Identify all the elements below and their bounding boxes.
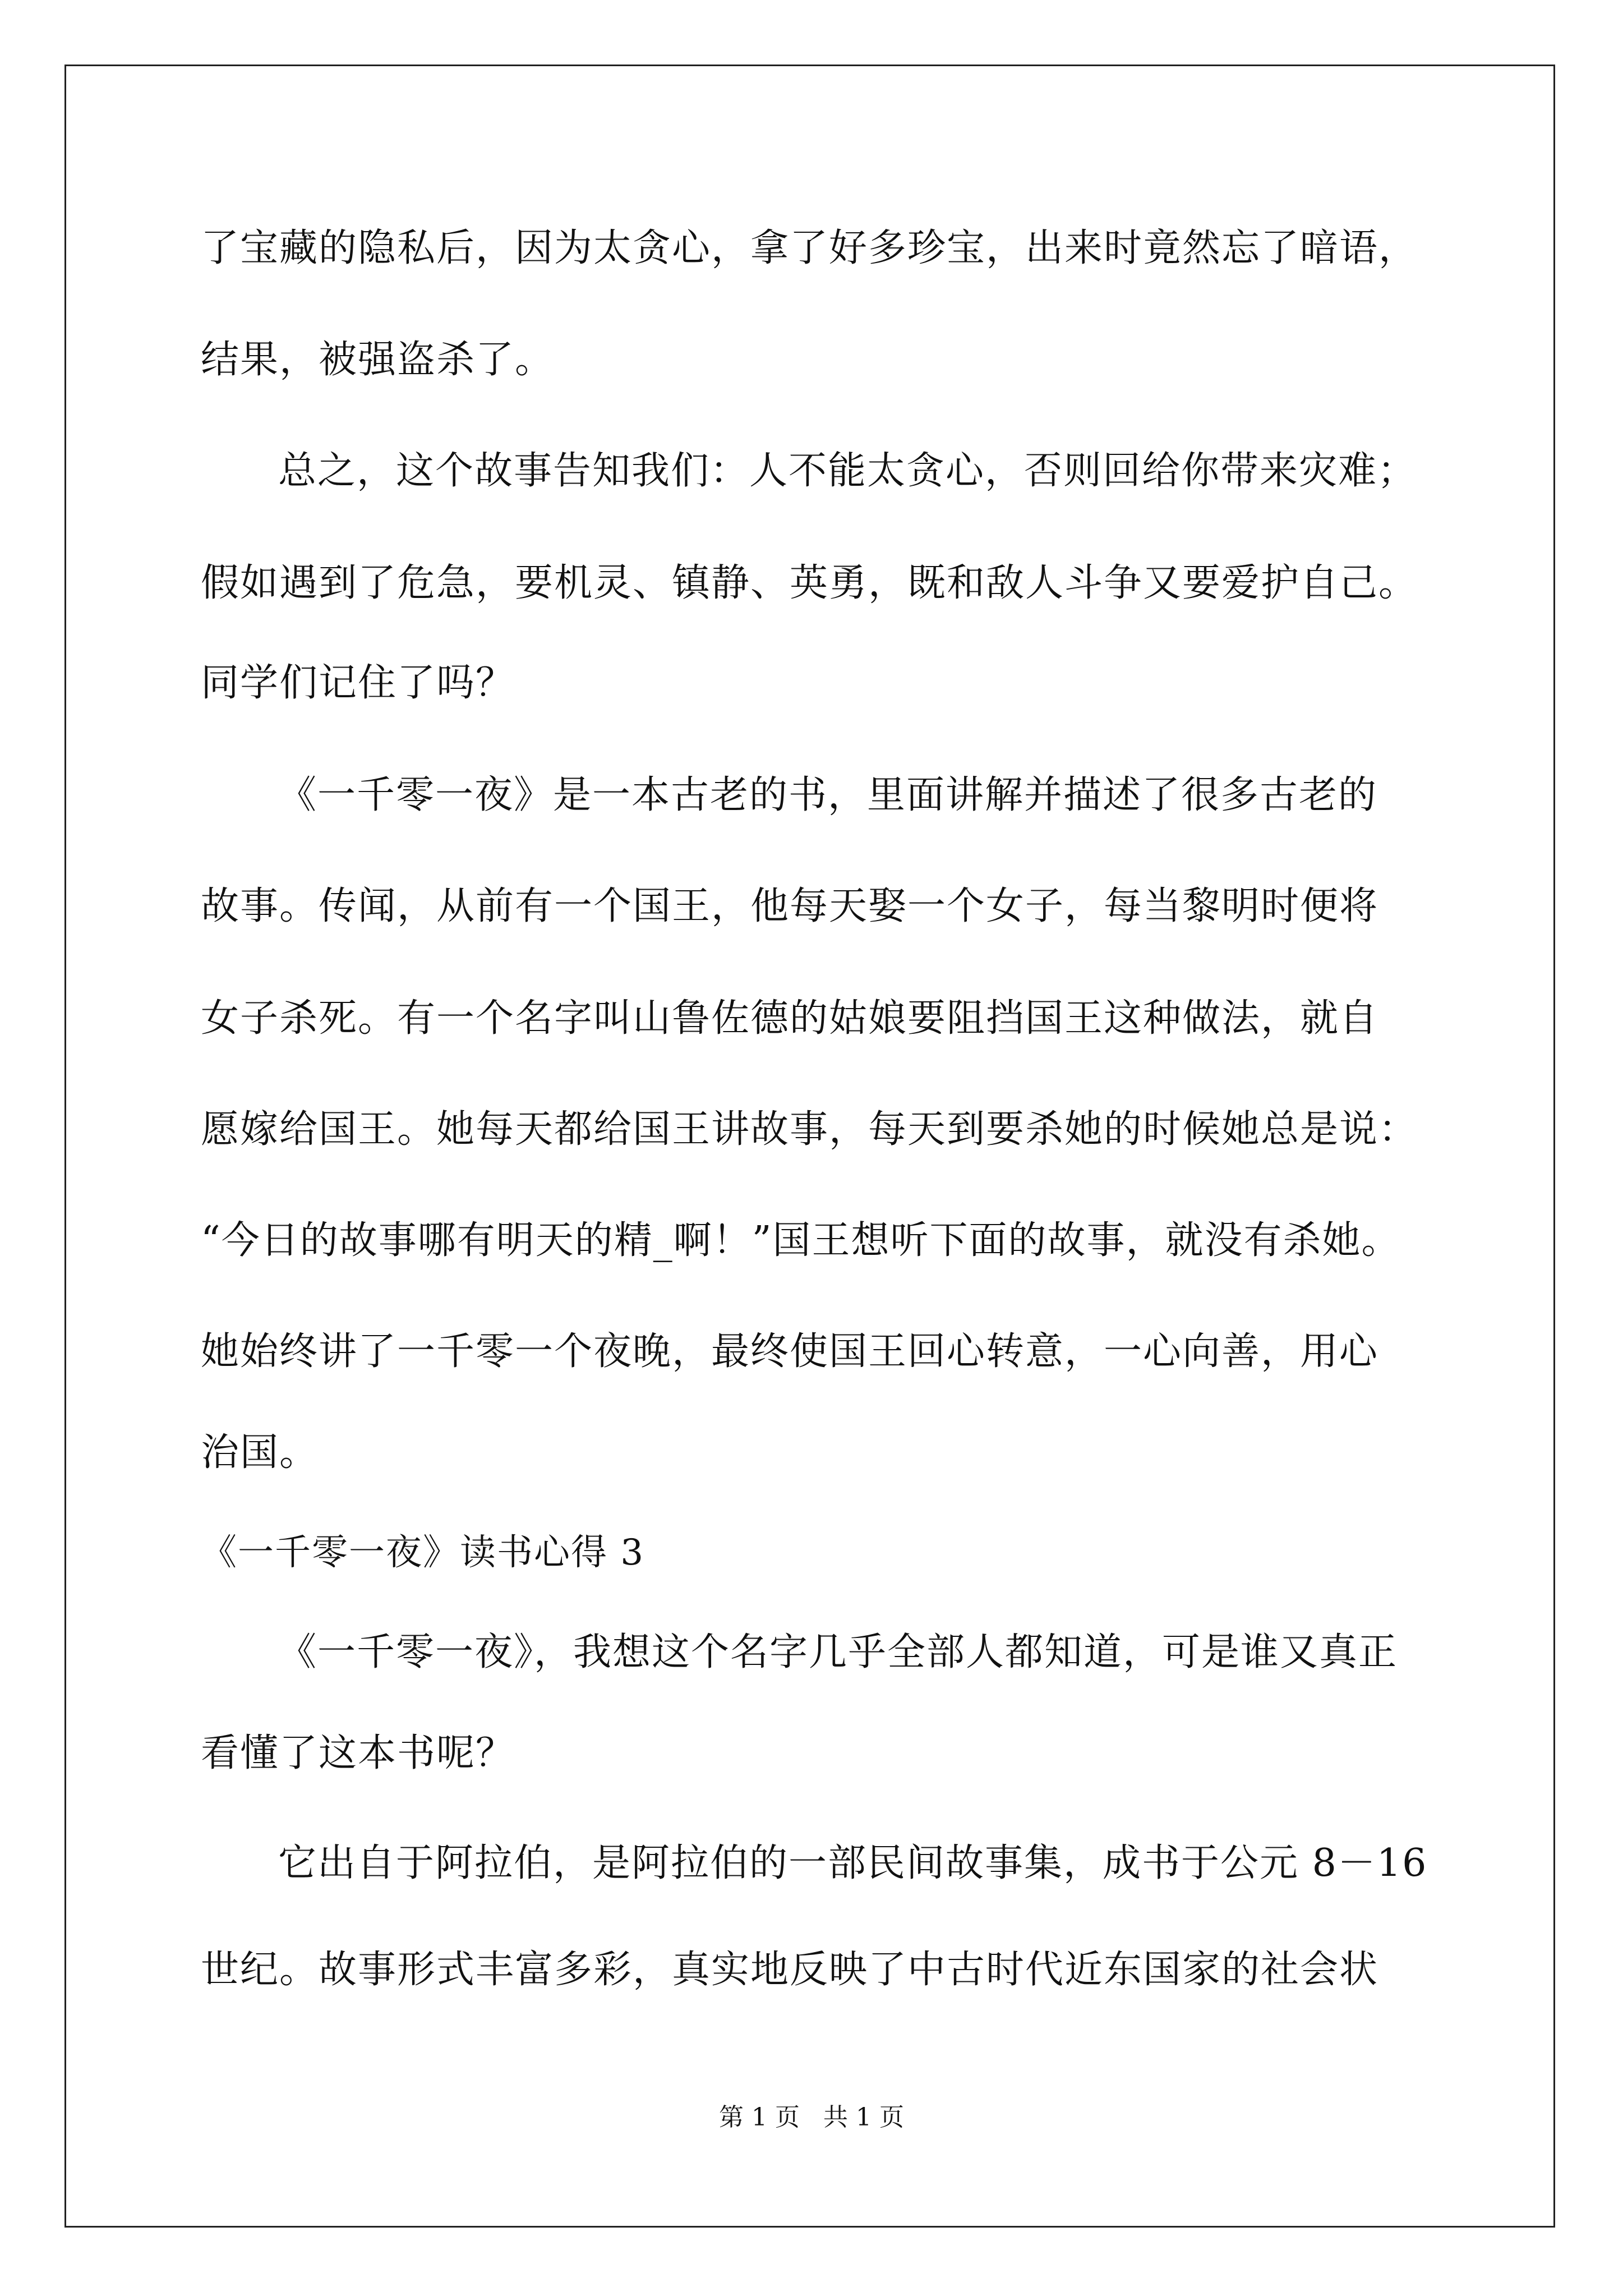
paragraph-first-line: 《一千零一夜》是一本古老的书，里面讲解并描述了很多古老的 — [278, 773, 1378, 817]
body-line: 看懂了这本书呢？ — [201, 1731, 515, 1775]
body-line: 假如遇到了危急，要机灵、镇静、英勇，既和敌人斗争又要爱护自己。 — [201, 561, 1418, 605]
body-line: 结果，被强盗杀了。 — [201, 338, 555, 382]
body-line: 愿嫁给国王。她每天都给国王讲故事，每天到要杀她的时候她总是说： — [201, 1107, 1418, 1152]
section-heading: 《一千零一夜》读书心得 3 — [201, 1532, 645, 1573]
paragraph-first-line: 《一千零一夜》，我想这个名字几乎全部人都知道，可是谁又真正 — [278, 1630, 1398, 1674]
body-line: 她始终讲了一千零一个夜晚，最终使国王回心转意，一心向善，用心 — [201, 1329, 1379, 1374]
body-line: 了宝藏的隐私后，因为太贪心，拿了好多珍宝，出来时竟然忘了暗语， — [201, 226, 1418, 270]
page-number-footer: 第 1 页 共 1 页 — [719, 2103, 904, 2132]
body-line: 女子杀死。有一个名字叫山鲁佐德的姑娘要阻挡国王这种做法，就自 — [201, 996, 1379, 1041]
body-line: “今日的故事哪有明天的精_啊！”国王想听下面的故事，就没有杀她。 — [201, 1218, 1401, 1263]
body-line: 治国。 — [201, 1430, 319, 1475]
paragraph-first-line: 总之，这个故事告知我们：人不能太贪心，否则回给你带来灾难； — [278, 449, 1417, 493]
body-line: 同学们记住了吗？ — [201, 661, 515, 705]
paragraph-first-line: 它出自于阿拉伯，是阿拉伯的一部民间故事集，成书于公元 8－16 — [278, 1841, 1428, 1885]
body-line: 世纪。故事形式丰富多彩，真实地反映了中古时代近东国家的社会状 — [201, 1948, 1379, 1992]
body-line: 故事。传闻，从前有一个国王，他每天娶一个女子，每当黎明时便将 — [201, 884, 1379, 928]
